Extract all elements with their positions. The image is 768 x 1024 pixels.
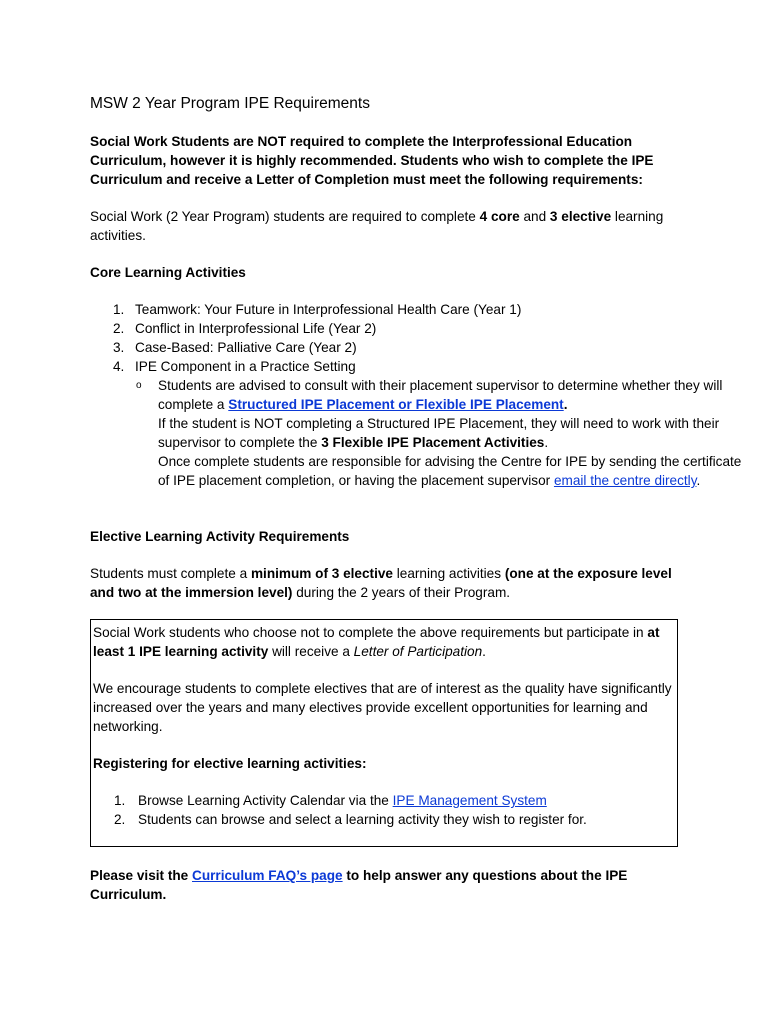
participation-box	[90, 619, 678, 847]
period: .	[544, 435, 549, 450]
placement-note-3-text: Once complete students are responsible for advising the Centre for IPE by sending the certificate of IPE placement completion, or having the placement supervisor	[158, 454, 742, 488]
list-item	[90, 338, 680, 357]
core-heading-text: Core Learning Activities	[90, 265, 246, 280]
email-centre-link[interactable]: email the centre directly	[553, 473, 697, 488]
page-title: MSW 2 Year Program IPE Requirements	[90, 95, 370, 112]
register-heading-text: Registering for elective learning activities:	[93, 756, 367, 771]
elective-bold-2: (one at the exposure level and two at the immersion level)	[90, 566, 672, 600]
list-item	[90, 357, 680, 376]
hollow-bullet-icon: o	[136, 380, 142, 391]
core-count: 4 core	[479, 209, 520, 224]
participation-paragraph	[93, 623, 675, 661]
placement-subitem	[90, 376, 748, 490]
elective-text-1: Students must complete a	[90, 566, 251, 581]
intro-text: Social Work Students are NOT required to complete the Interprofessional Education Curriculum, however it is highly recommended. Students who wish to complete the IPE Curriculum and receive a Letter of Completion must meet the following requirements:	[90, 134, 654, 187]
elective-paragraph	[90, 564, 680, 602]
elective-count: 3 elective	[549, 209, 612, 224]
elective-text-3: during the 2 years of their Program.	[292, 585, 511, 600]
elective-heading	[90, 527, 680, 546]
intro-paragraph	[90, 132, 680, 189]
letter-of-participation: Letter of Participation	[353, 644, 483, 659]
placement-note-3	[158, 452, 748, 490]
list-number: 1.	[113, 302, 125, 317]
list-item-text: Conflict in Interprofessional Life (Year 2)	[135, 321, 377, 336]
list-item-text: IPE Component in a Practice Setting	[135, 359, 356, 374]
placement-note-2-text: If the student is NOT completing a Structured IPE Placement, they will need to work with their supervisor to complete the	[158, 416, 720, 450]
list-item	[93, 791, 675, 810]
participation-bold: at least 1 IPE learning activity	[93, 625, 660, 659]
placement-note-1	[158, 376, 748, 414]
list-item-text: Browse Learning Activity Calendar via the	[138, 793, 393, 808]
list-number: 2.	[114, 812, 126, 827]
period: .	[696, 473, 701, 488]
list-number: 3.	[113, 340, 125, 355]
elective-bold-1: minimum of 3 elective	[250, 566, 393, 581]
footer-paragraph	[90, 866, 680, 904]
footer-text-2: to help answer any questions about the IPE Curriculum.	[90, 868, 628, 902]
list-number: 1.	[114, 793, 126, 808]
participation-text-2: will receive a	[268, 644, 354, 659]
participation-text-1: Social Work students who choose not to complete the above requirements but participate in	[93, 625, 648, 640]
requirement-text-3: learning activities.	[90, 209, 664, 243]
list-item	[93, 810, 675, 829]
requirement-paragraph	[90, 207, 680, 245]
core-list	[90, 300, 680, 376]
flexible-activities-bold: 3 Flexible IPE Placement Activities	[321, 435, 545, 450]
elective-heading-text: Elective Learning Activity Requirements	[90, 529, 350, 544]
list-item-text: Case-Based: Palliative Care (Year 2)	[135, 340, 357, 355]
structured-flexible-placement-link[interactable]: Structured IPE Placement or Flexible IPE Placement	[228, 397, 564, 412]
list-item	[90, 319, 680, 338]
period: .	[482, 644, 486, 659]
requirement-text-1: Social Work (2 Year Program) students are required to complete	[90, 209, 480, 224]
period: .	[563, 397, 568, 412]
curriculum-faq-link[interactable]: Curriculum FAQ’s page	[192, 868, 343, 883]
register-steps	[93, 791, 675, 829]
list-item	[90, 300, 680, 319]
list-number: 4.	[113, 359, 125, 374]
list-item-text: Teamwork: Your Future in Interprofessional Health Care (Year 1)	[135, 302, 522, 317]
elective-text-2: learning activities	[392, 566, 505, 581]
core-heading	[90, 263, 680, 282]
footer-text-1: Please visit the	[90, 868, 193, 883]
ipe-management-system-link[interactable]: IPE Management System	[392, 793, 547, 808]
placement-note-1-text: Students are advised to consult with their placement supervisor to determine whether they will complete a	[158, 378, 723, 412]
list-number: 2.	[113, 321, 125, 336]
register-heading	[93, 754, 675, 773]
list-item-text: Students can browse and select a learning activity they wish to register for.	[138, 812, 587, 827]
placement-note-2	[158, 414, 748, 452]
encourage-paragraph: We encourage students to complete electives that are of interest as the quality have significantly increased over the years and many electives provide excellent opportunities for learning and networking.	[93, 681, 672, 734]
requirement-text-2: and	[519, 209, 550, 224]
